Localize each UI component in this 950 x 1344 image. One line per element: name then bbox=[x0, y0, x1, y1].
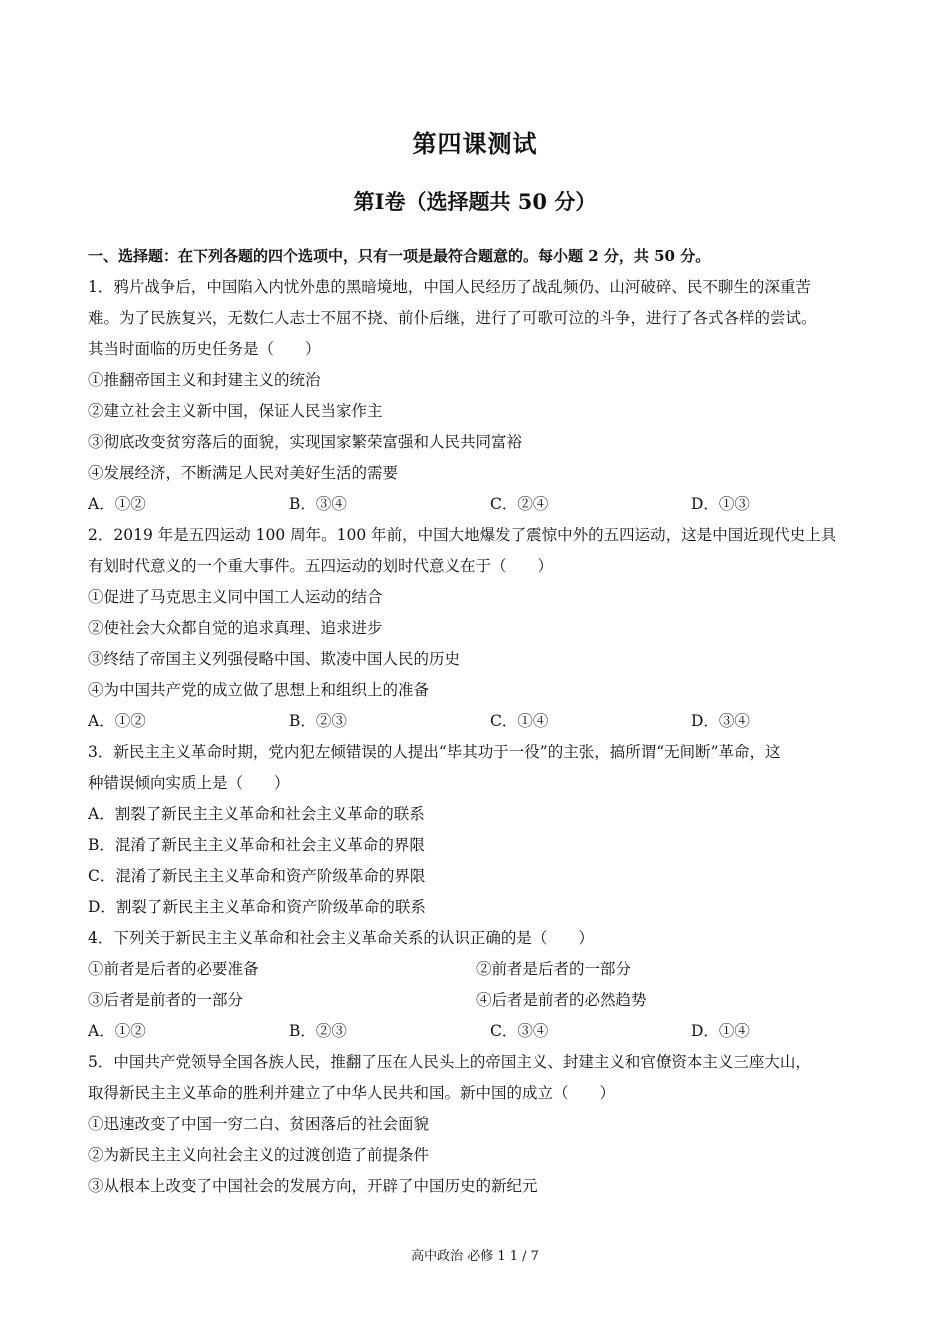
statement-row bbox=[88, 985, 864, 1016]
option-d: D．①④ bbox=[691, 1022, 750, 1040]
question-stem-line: 1．鸦片战争后，中国陷入内忧外患的黑暗境地，中国人民经历了战乱频仍、山河破碎、民不聊生的深重苦 bbox=[88, 278, 811, 296]
answer-options bbox=[88, 706, 864, 737]
option-b: B．③④ bbox=[289, 495, 347, 513]
question-1 bbox=[88, 272, 864, 520]
statement-item: ①迅速改变了中国一穷二白、贫困落后的社会面貌 bbox=[88, 1115, 430, 1133]
question-stem-line: 有划时代意义的一个重大事件。五四运动的划时代意义在于（ ） bbox=[88, 557, 554, 575]
statement-item: ③终结了帝国主义列强侵略中国、欺凌中国人民的历史 bbox=[88, 650, 461, 668]
statement-item: ④发展经济，不断满足人民对美好生活的需要 bbox=[88, 464, 399, 482]
statement-item: ③后者是前者的一部分 bbox=[88, 991, 244, 1009]
page-footer: 高中政治 必修 1 1 / 7 bbox=[411, 1249, 539, 1264]
option-a: A．①② bbox=[88, 1022, 146, 1040]
option-c: C．①④ bbox=[490, 712, 549, 730]
question-stem-line: 种错误倾向实质上是（ ） bbox=[88, 774, 290, 792]
option-d: D．割裂了新民主主义革命和资产阶级革命的联系 bbox=[88, 898, 426, 916]
answer-options bbox=[88, 1016, 864, 1047]
question-stem-line: 难。为了民族复兴，无数仁人志士不屈不挠、前仆后继，进行了可歌可泣的斗争，进行了各式各样的尝试。 bbox=[88, 309, 817, 327]
option-b: B．②③ bbox=[289, 1022, 347, 1040]
option-a: A．①② bbox=[88, 712, 146, 730]
option-a: A．①② bbox=[88, 495, 146, 513]
statement-item: ②为新民主主义向社会主义的过渡创造了前提条件 bbox=[88, 1146, 430, 1164]
question-stem-line: 其当时面临的历史任务是（ ） bbox=[88, 340, 321, 358]
question-stem-line: 4．下列关于新民主主义革命和社会主义革命关系的认识正确的是（ ） bbox=[88, 929, 594, 947]
statement-item: ①推翻帝国主义和封建主义的统治 bbox=[88, 371, 321, 389]
statement-item: ①促进了马克思主义同中国工人运动的结合 bbox=[88, 588, 383, 606]
option-d: D．①③ bbox=[691, 495, 750, 513]
answer-options bbox=[88, 489, 864, 520]
question-4 bbox=[88, 923, 864, 1047]
option-c: C．③④ bbox=[490, 1022, 549, 1040]
statement-item: ④为中国共产党的成立做了思想上和组织上的准备 bbox=[88, 681, 430, 699]
question-5 bbox=[88, 1047, 864, 1202]
statement-item: ②使社会大众都自觉的追求真理、追求进步 bbox=[88, 619, 383, 637]
question-stem-line: 3．新民主主义革命时期，党内犯左倾错误的人提出“毕其功于一役”的主张，搞所谓“无间断”革命，这 bbox=[88, 743, 781, 761]
question-3 bbox=[88, 737, 864, 923]
option-b: B．混淆了新民主主义革命和社会主义革命的界限 bbox=[88, 836, 425, 854]
question-stem-line: 5．中国共产党领导全国各族人民，推翻了压在人民头上的帝国主义、封建主义和官僚资本主义三座大山， bbox=[88, 1053, 811, 1071]
page-subtitle: 第Ⅰ卷（选择题共 50 分） bbox=[353, 189, 597, 214]
page-title: 第四课测试 bbox=[412, 129, 538, 158]
question-stem-line: 2．2019 年是五四运动 100 周年。100 年前，中国大地爆发了震惊中外的五四运动，这是中国近现代史上具 bbox=[88, 526, 837, 544]
question-2 bbox=[88, 520, 864, 737]
option-b: B．②③ bbox=[289, 712, 347, 730]
statement-item: ③从根本上改变了中国社会的发展方向，开辟了中国历史的新纪元 bbox=[88, 1177, 538, 1195]
section-heading: 一、选择题：在下列各题的四个选项中，只有一项是最符合题意的。每小题 2 分，共 50 分。 bbox=[88, 247, 711, 265]
statement-item: ①前者是后者的必要准备 bbox=[88, 960, 259, 978]
statement-item: ③彻底改变贫穷落后的面貌，实现国家繁荣富强和人民共同富裕 bbox=[88, 433, 523, 451]
option-c: C．混淆了新民主主义革命和资产阶级革命的界限 bbox=[88, 867, 426, 885]
option-c: C．②④ bbox=[490, 495, 549, 513]
statement-row bbox=[88, 954, 864, 985]
question-body bbox=[88, 241, 864, 1202]
statement-item: ②建立社会主义新中国，保证人民当家作主 bbox=[88, 402, 383, 420]
option-a: A．割裂了新民主主义革命和社会主义革命的联系 bbox=[88, 805, 425, 823]
statement-item: ④后者是前者的必然趋势 bbox=[476, 991, 647, 1009]
option-d: D．③④ bbox=[691, 712, 750, 730]
question-stem-line: 取得新民主主义革命的胜利并建立了中华人民共和国。新中国的成立（ ） bbox=[88, 1084, 616, 1102]
statement-item: ②前者是后者的一部分 bbox=[476, 960, 632, 978]
